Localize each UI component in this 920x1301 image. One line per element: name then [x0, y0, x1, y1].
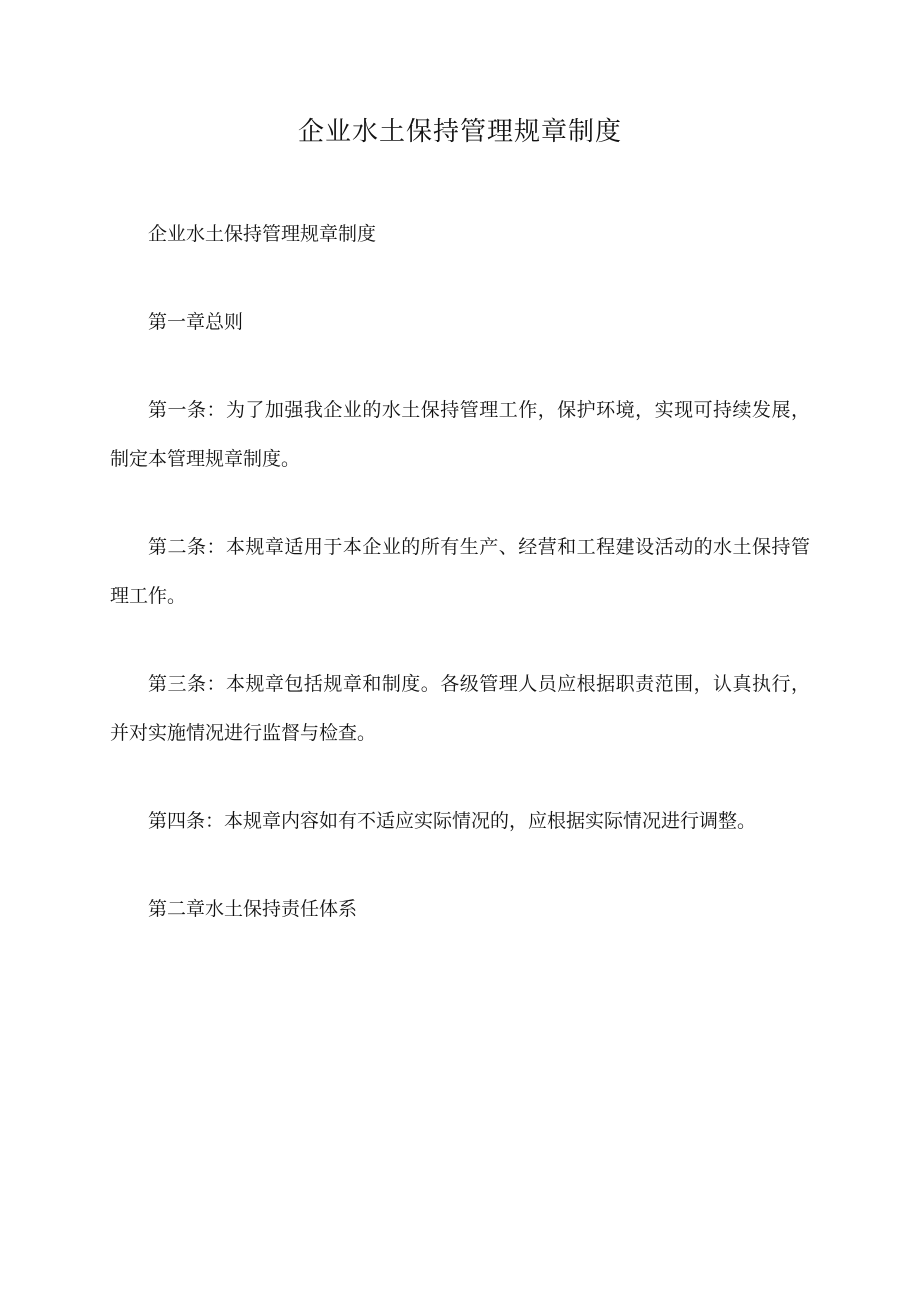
article-paragraph: 第三条：本规章包括规章和制度。各级管理人员应根据职责范围，认真执行，并对实施情况进行监督与检查。: [110, 673, 810, 744]
article-paragraph: 第二条：本规章适用于本企业的所有生产、经营和工程建设活动的水土保持管理工作。: [110, 536, 810, 607]
document-title: 企业水土保持管理规章制度: [297, 117, 622, 147]
document-body: [110, 210, 810, 973]
article-paragraph: 第一条：为了加强我企业的水土保持管理工作，保护环境，实现可持续发展，制定本管理规章制度。: [110, 399, 810, 470]
chapter-heading: 第二章水土保持责任体系: [148, 898, 358, 920]
subtitle-paragraph: 企业水土保持管理规章制度: [148, 223, 377, 245]
article-paragraph: 第四条：本规章内容如有不适应实际情况的，应根据实际情况进行调整。: [148, 810, 757, 832]
chapter-heading: 第一章总则: [148, 311, 244, 333]
